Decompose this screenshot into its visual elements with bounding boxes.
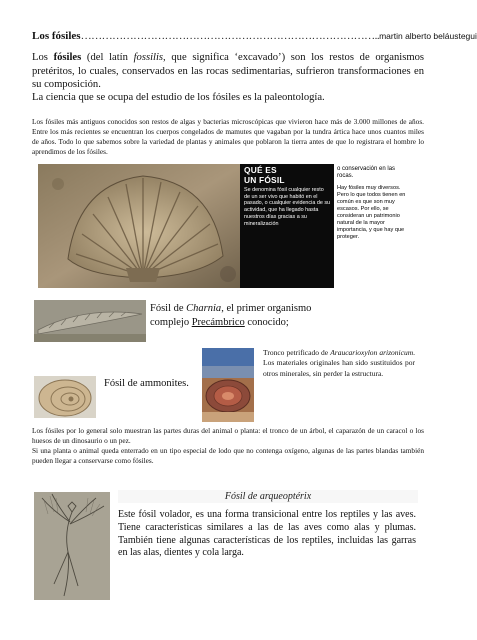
page-header (32, 30, 477, 42)
infographic-continuation: o conservación en las rocas. (337, 166, 396, 179)
caption-text: , el primer organismo (221, 303, 312, 314)
author-name: martin alberto beláustegui (379, 31, 477, 41)
infographic-definition: Se denomina fósil cualquier resto de un ser vivo que habitó en el pasado, o cualquier evidencia de su actividad, que ha llegado hasta nuestros días gracias a su mineralización (244, 187, 331, 227)
intro-text: que significa ‘excavado’) son los restos de organismos pretéritos, lo cuales, conservados en las rocas sedimentarias, sufrieron transformaciones en su composición. (32, 52, 424, 91)
intro-text: Los (32, 52, 54, 63)
paragraph-soft-parts-text: Si una planta o animal queda enterrado en un tipo especial de lodo que no contenga oxígeno, algunas de las partes blandas también pueden llegar a conservarse como fósiles. (32, 445, 424, 465)
caption-italic: Charnia (186, 303, 222, 314)
ammonite-caption: Fósil de ammonites. (104, 378, 189, 389)
caption-text: Fósil de (150, 303, 187, 314)
araucarioxylon-caption (263, 348, 415, 379)
caption-text: complejo (150, 316, 192, 328)
infographic-diversity: Hay fósiles muy diversos. Pero lo que todos tienen en común es que son muy escasos. Por ello, se consideran un patrimonio natural de la mayor importancia, y que hay que proteger. (337, 185, 406, 240)
header-dots: ………………………………………………………………………….. (80, 30, 380, 42)
archaeopteryx-fossil-image (34, 492, 110, 600)
caption-italic: Araucarioxylon arizonicum (330, 348, 414, 357)
infographic-heading-1: QUÉ ES (244, 165, 277, 175)
intro-paragraph (32, 51, 424, 92)
caption-text: Tronco petrificado de (263, 348, 331, 357)
paragraph-hard-parts (32, 426, 424, 466)
charnia-fossil-image (34, 300, 146, 342)
intro-bold-term: fósiles (53, 52, 82, 63)
paragraph-hard-parts-text: Los fósiles por lo general solo muestran las partes duras del animal o planta: el tronco de un árbol, el caparazón de un caracol o los huesos de un dinosaurio o un pez. (32, 426, 424, 445)
infographic-heading-2: UN FÓSIL (244, 174, 285, 185)
paragraph-oldest-fossils: Los fósiles más antiguos conocidos son restos de algas y bacterias microscópicas que vivieron hace más de 3.000 millones de años. Entre los más recientes se encuentran los cuerpos congelados de mamutes que vagaban por la tundra ártica hace unos cuantos miles de años. Todo lo que sabemos sobre la variedad de plantas y animales que poblaron la tierra antes de que lo registrara el hombre lo aprendimos de los fósiles. (32, 117, 424, 156)
ammonite-fossil-image (34, 376, 96, 418)
charnia-caption (150, 302, 350, 329)
archaeopteryx-title: Fósil de arqueoptérix (118, 490, 418, 503)
archaeopteryx-description: Este fósil volador, es una forma transicional entre los reptiles y las aves. Tiene características similares a las de las aves como alas y plumas. También tiene algunas características de los reptiles, incluidas las garras en las alas, dientes y cola larga. (118, 509, 416, 559)
caption-text: conocido; (244, 316, 289, 328)
page-title: Los fósiles (32, 30, 81, 42)
intro-text: (del latín (81, 52, 134, 63)
precambrian-link[interactable]: Precámbrico (191, 316, 245, 328)
infographic-white-panel (334, 164, 416, 288)
caption-text: . Los materiales originales han sido sustituidos por otros minerales, sin perder la estructura. (263, 348, 415, 378)
intro-paleontology: La ciencia que se ocupa del estudio de los fósiles es la paleontología. (32, 92, 325, 103)
petrified-wood-image (202, 348, 254, 422)
intro-italic-term: fossilis, (133, 52, 166, 63)
scallop-fossil-image (38, 164, 244, 288)
infographic-black-panel (240, 164, 334, 288)
